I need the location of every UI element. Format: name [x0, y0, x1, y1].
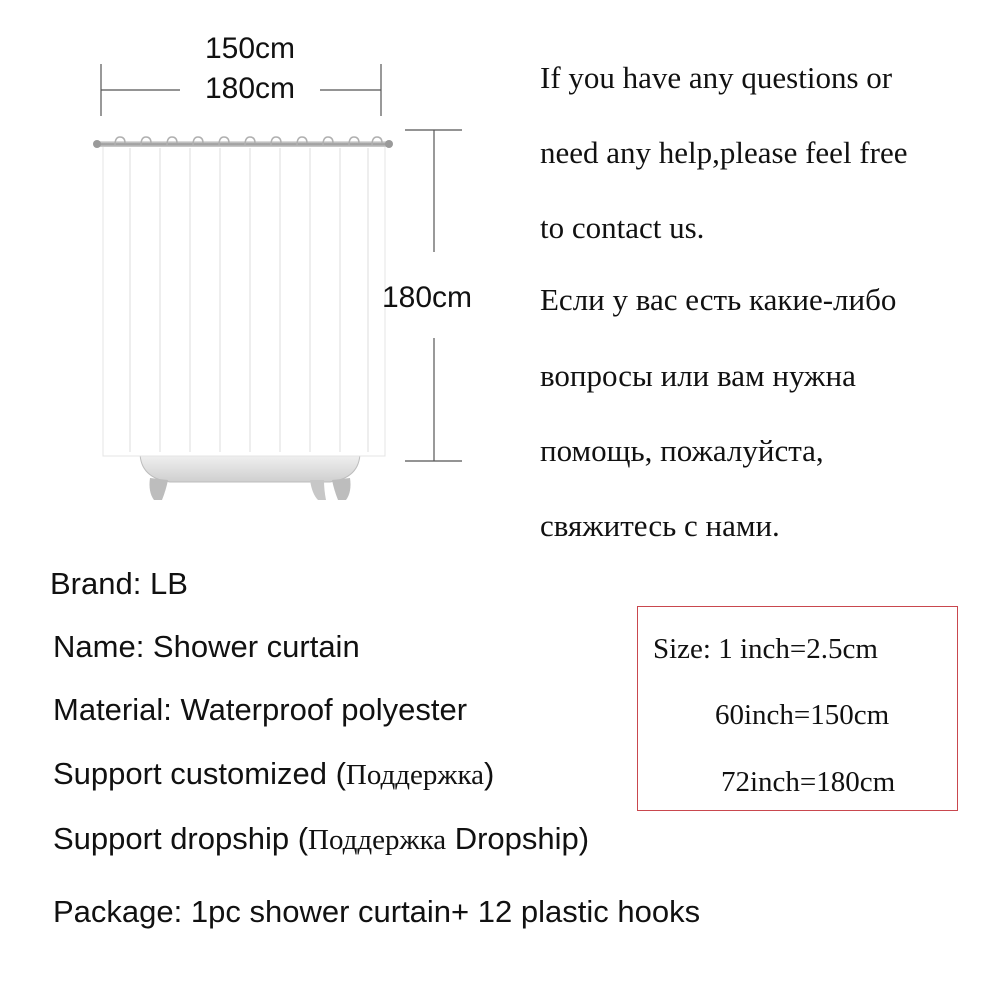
curtain-rod-icon [93, 137, 393, 148]
material-text: Material: Waterproof polyester [53, 692, 468, 727]
contact-line-4: Если у вас есть какие-либо [540, 282, 897, 317]
width-label-180: 180cm [180, 72, 320, 106]
contact-line-7: свяжитесь с нами. [540, 508, 780, 543]
contact-line-1: If you have any questions or [540, 60, 893, 95]
package-text: Package: 1pc shower curtain+ 12 plastic hooks [53, 894, 701, 929]
contact-line-3: to contact us. [540, 210, 705, 245]
width-label-150: 150cm [180, 32, 320, 66]
height-label: 180cm [382, 281, 473, 314]
contact-line-5: вопросы или вам нужна [540, 358, 856, 393]
size-line-3: 72inch=180cm [721, 766, 896, 798]
curtain-icon [103, 144, 385, 456]
size-line-1: Size: 1 inch=2.5cm [653, 633, 878, 665]
support-dropship-text [53, 821, 589, 858]
name-text: Name: Shower curtain [53, 629, 360, 664]
support-customized-end: ) [483, 756, 495, 791]
support-customized-text [53, 756, 494, 793]
support-dropship-ru: Поддержка [308, 824, 447, 856]
support-dropship-en: Support dropship ( [53, 821, 309, 856]
support-dropship-end: Dropship) [446, 821, 590, 856]
support-customized-ru: Поддержка [345, 759, 484, 791]
contact-line-2: need any help,please feel free [540, 135, 908, 170]
size-line-2: 60inch=150cm [715, 699, 890, 731]
contact-line-6: помощь, пожалуйста, [540, 433, 824, 468]
bathtub-icon [140, 452, 360, 500]
support-customized-en: Support customized ( [53, 756, 346, 791]
brand-text: Brand: LB [50, 566, 188, 601]
